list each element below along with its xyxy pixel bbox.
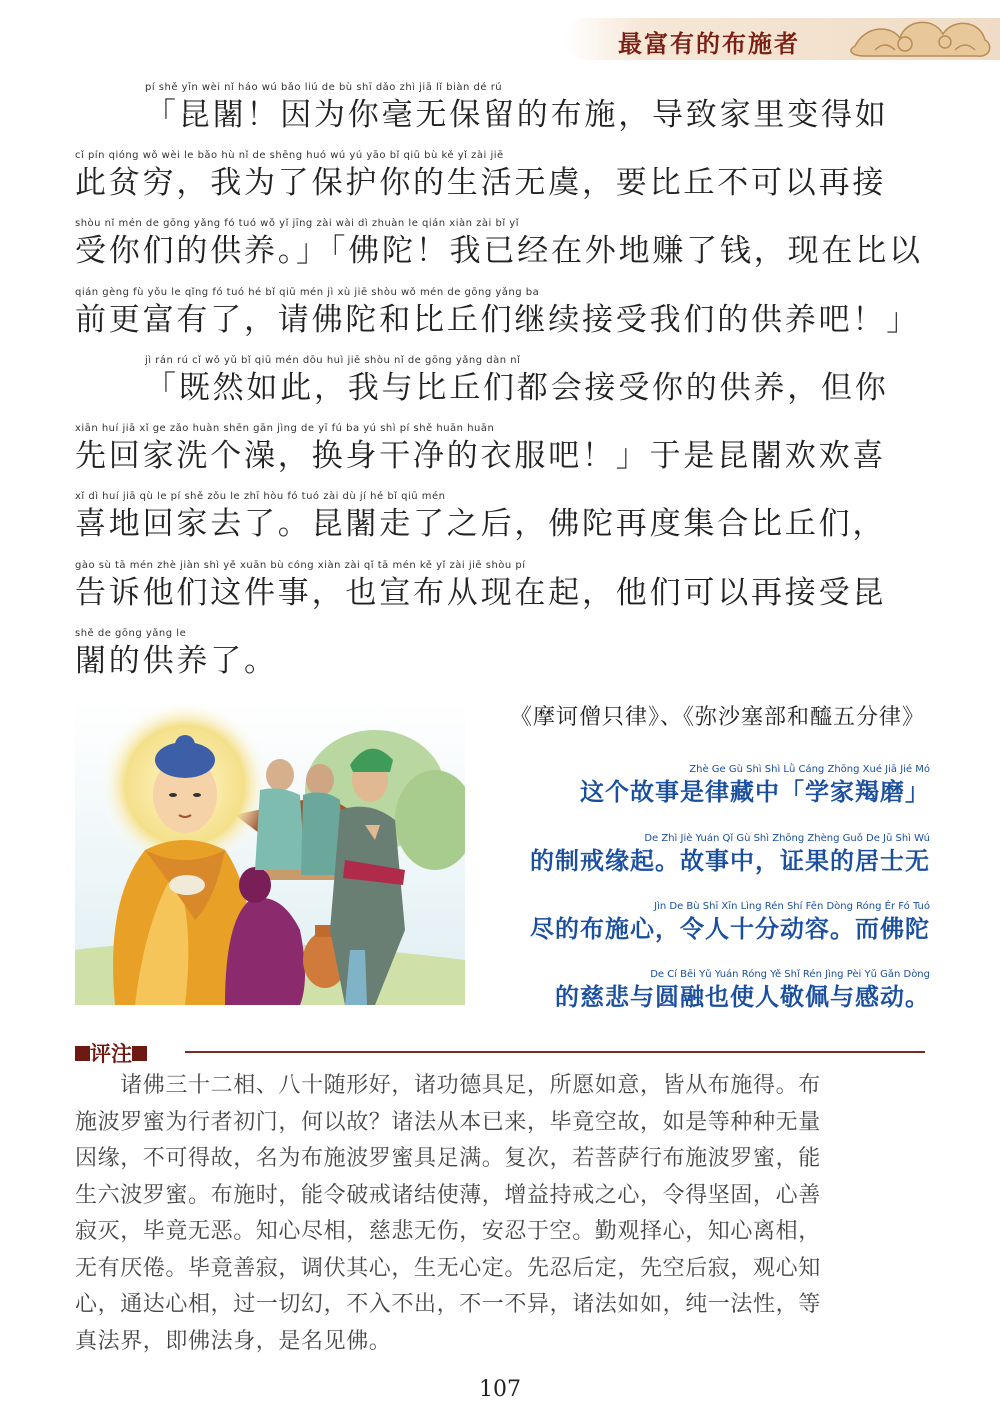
caption-text: 的制戒缘起。故事中，证果的居士无 [530, 847, 930, 875]
divider-line [185, 1051, 925, 1053]
commentary-line: 无有厌倦。毕竟善寂，调伏其心，生无心定。先忍后定，先空后寂，观心知 [75, 1255, 821, 1281]
pinyin-line: xǐ dì huí jiā qù le pí shě zǒu le zhī hòu fó tuó zài dù jí hé bǐ qiū mén [75, 491, 446, 502]
pinyin-line: qián gèng fù yǒu le qǐng fó tuó hé bǐ qiū mén jì xù jiē shòu wǒ mén de gōng yǎng ba [75, 287, 540, 298]
story-line [75, 423, 935, 475]
pinyin-line: pí shě yīn wèi nǐ háo wú bǎo liú de bù shī dǎo zhì jiā lǐ biàn dé rú [145, 82, 503, 93]
chinese-line: 喜地回家去了。昆闍走了之后，佛陀再度集合比丘们， [75, 506, 887, 542]
caption-text: 的慈悲与圆融也使人敬佩与感动。 [555, 983, 930, 1011]
commentary-line: 生六波罗蜜。布施时，能令破戒诸结使薄，增益持戒之心，令得坚固，心善 [75, 1182, 821, 1208]
story-line [75, 560, 935, 612]
pinyin-line: shòu nǐ mén de gōng yǎng fó tuó wǒ yǐ jīng zài wài dì zhuàn le qián xiàn zài bǐ yǐ [75, 218, 519, 229]
chinese-line: 「昆闍！因为你毫无保留的布施，导致家里变得如 [145, 97, 889, 133]
caption-line [470, 901, 930, 944]
commentary-line: 真法界，即佛法身，是名见佛。 [75, 1328, 392, 1354]
caption-pinyin: De Cí Bēi Yǔ Yuán Róng Yě Shǐ Rén Jìng Pèi Yǔ Gǎn Dòng [650, 969, 930, 980]
story-line [75, 628, 935, 680]
caption-line [470, 833, 930, 876]
story-line [75, 491, 935, 543]
commentary-line: 施波罗蜜为行者初门，何以故？诸法从本已来，毕竟空故，如是等种种无量 [75, 1109, 821, 1135]
square-bullet-icon [75, 1046, 90, 1061]
pinyin-line: gào sù tā mén zhè jiàn shì yě xuān bù cóng xiàn zài qǐ tā mén kě yǐ zài jiē shòu pí [75, 560, 526, 571]
commentary-header [75, 1038, 925, 1066]
commentary-label: 评注 [90, 1041, 132, 1066]
caption-line [470, 969, 930, 1012]
pinyin-line: jì rán rú cǐ wǒ yǔ bǐ qiū mén dōu huì jiē shòu nǐ de gōng yǎng dàn nǐ [145, 355, 521, 366]
caption-line [470, 764, 930, 807]
story-line [75, 82, 935, 134]
chinese-line: 前更富有了，请佛陀和比丘们继续接受我们的供养吧！」 [75, 302, 920, 338]
commentary-line: 寂灭，毕竟无恶。知心尽相，慈悲无伤，安忍于空。勤观择心，知心离相， [75, 1219, 821, 1244]
chinese-line: 先回家洗个澡，换身干净的衣服吧！」于是昆闍欢欢喜 [75, 438, 887, 474]
story-line [75, 355, 935, 407]
cloud-ornament-icon [845, 6, 995, 64]
chinese-line: 「既然如此，我与比丘们都会接受你的供养，但你 [145, 370, 889, 406]
page-number: 107 [479, 1377, 521, 1402]
story-line [75, 150, 935, 202]
square-bullet-icon [132, 1046, 147, 1061]
caption-pinyin: Jìn De Bù Shī Xīn Lìng Rén Shí Fēn Dòng Róng Ér Fó Tuó [654, 901, 930, 912]
chinese-line: 此贫穷，我为了保护你的生活无虞，要比丘不可以再接 [75, 165, 887, 201]
chapter-title: 最富有的布施者 [618, 29, 800, 58]
source-citation: 《摩诃僧只律》、《弥沙塞部和醯五分律》 [509, 705, 925, 730]
pinyin-line: cǐ pín qióng wǒ wèi le bǎo hù nǐ de shēng huó wú yú yāo bǐ qiū bù kě yǐ zài jiē [75, 150, 504, 161]
commentary-line: 心，通达心相，过一切幻，不入不出，不一不异，诸法如如，纯一法性，等 [75, 1292, 821, 1317]
chinese-line: 闍的供养了。 [75, 643, 278, 679]
chinese-line: 受你们的供养。」「佛陀！我已经在外地赚了钱，现在比以 [75, 233, 923, 269]
buddha-illustration [75, 700, 465, 1005]
commentary-text [75, 1068, 930, 1360]
pinyin-line: shě de gōng yǎng le [75, 628, 187, 639]
story-line [75, 287, 935, 339]
caption-text: 尽的布施心，令人十分动容。而佛陀 [530, 915, 930, 943]
commentary-line: 诸佛三十二相、八十随形好，诸功德具足，所愿如意，皆从布施得。布 [75, 1073, 821, 1098]
caption-pinyin: De Zhì Jiè Yuán Qǐ Gù Shì Zhōng Zhèng Guǒ De Jū Shì Wú [644, 833, 930, 844]
story-line [75, 218, 935, 270]
caption-pinyin: Zhè Ge Gù Shì Shì Lǜ Cáng Zhōng Xué Jiā Jié Mó [689, 764, 930, 775]
chinese-line: 告诉他们这件事，也宣布从现在起，他们可以再接受昆 [75, 575, 887, 611]
caption-text: 这个故事是律藏中「学家羯磨」 [580, 778, 930, 806]
pinyin-line: xiān huí jiā xǐ ge zǎo huàn shēn gān jìng de yī fú ba yú shì pí shě huān huān [75, 423, 495, 434]
commentary-line: 因缘，不可得故，名为布施波罗蜜具足满。复次，若菩萨行布施波罗蜜，能 [75, 1146, 821, 1171]
